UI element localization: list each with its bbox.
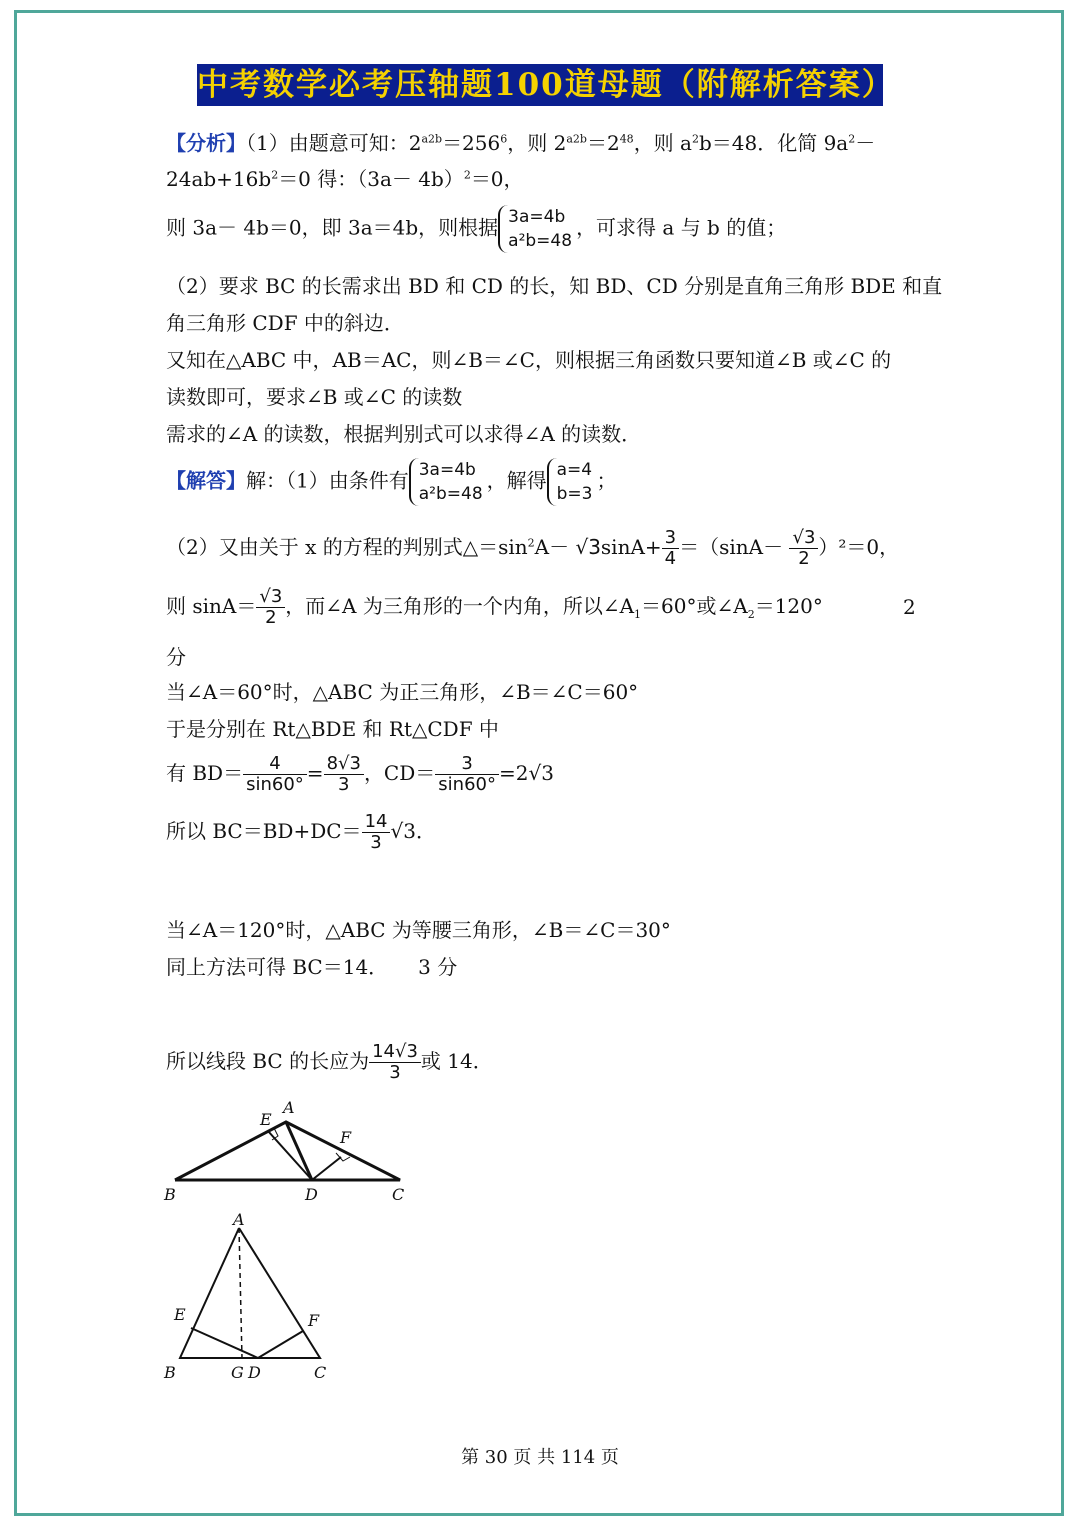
answer-line-9: 当∠A＝120°时，△ABC 为等腰三角形，∠B＝∠C＝30° [166, 918, 671, 942]
segment-df [312, 1157, 341, 1180]
analysis-line-8: 需求的∠A 的读数，根据判别式可以求得∠A 的读数． [166, 422, 642, 446]
triangle-abc [180, 1228, 320, 1358]
fraction: $\frac{3}{\sin 60^\circ}$ [435, 754, 499, 795]
equation-system-3: a=4 b=3 [547, 458, 597, 506]
figure-triangle-obtuse [160, 1095, 420, 1210]
fraction: $\frac{√3}{2}$ [789, 528, 818, 569]
label-c: C [314, 1363, 327, 1382]
label-a: A [283, 1098, 295, 1117]
answer-line-7: 有 BD＝ $\frac{4}{\sin 60^\circ}$ = $\frac{8√3}{3}$ ，CD＝ $\frac{3}{\sin 60^\circ}$ =2√3 [166, 753, 554, 795]
analysis-line-6: 又知在△ABC 中，AB＝AC，则∠B＝∠C，则根据三角函数只要知道∠B 或∠C 的 [166, 348, 892, 372]
fraction: $\frac{3}{4}$ [662, 528, 679, 569]
segment-de [191, 1328, 258, 1358]
answer-line-4: 分 [166, 645, 186, 669]
score-2: 2 [903, 595, 916, 619]
figure-triangle-equilateral [160, 1208, 340, 1383]
analysis-line-7: 读数即可，要求∠B 或∠C 的读数 [166, 385, 463, 409]
answer-line-1: 【解答】解：（1）由条件有 3a=4b a²b=48 ，解得 a=4 b=3 ； [166, 460, 617, 504]
fraction: $\frac{8√3}{3}$ [324, 754, 364, 795]
triangle-abc [175, 1122, 400, 1180]
segment-df [258, 1331, 303, 1358]
segment-ad [286, 1122, 312, 1180]
answer-line-3: 则 sinA＝ $\frac{√3}{2}$ ，而∠A 为三角形的一个内角，所以$\angle A_1=60^\circ$或$\angle A_2=120^\circ$ [166, 586, 823, 628]
analysis-tag: 【分析】 [166, 131, 246, 155]
label-e: E [174, 1305, 186, 1324]
answer-line-2: （2）又由关于 x 的方程的判别式$\triangle=\sin^2A- √3\sin A+$ $\frac{3}{4}$ ＝（sinA－ $\frac{√3}{2}$ ）²＝0， [166, 527, 900, 569]
fraction: $\frac{√3}{2}$ [256, 587, 285, 628]
answer-line-6: 于是分别在 Rt△BDE 和 Rt△CDF 中 [166, 717, 499, 741]
answer-line-8: 所以 BC＝BD+DC＝ $\frac{14}{3}$ √3． [166, 811, 436, 853]
equation-system-1: 3a=4b a²b=48 [498, 205, 576, 253]
label-b: B [164, 1185, 176, 1204]
label-d: D [305, 1185, 318, 1204]
equation-system-2: 3a=4b a²b=48 [409, 458, 487, 506]
fraction: $\frac{14}{3}$ [362, 812, 391, 853]
label-f: F [308, 1311, 320, 1330]
label-d: D [248, 1363, 261, 1382]
label-g: G [231, 1363, 244, 1382]
answer-tag: 【解答】 [166, 468, 246, 493]
fraction: $\frac{14√3}{3}$ [369, 1042, 421, 1083]
label-e: E [260, 1110, 272, 1129]
label-f: F [340, 1128, 352, 1147]
analysis-line-4: （2）要求 BC 的长需求出 BD 和 CD 的长，知 BD、CD 分别是直角三角形 BDE 和直 [166, 274, 943, 298]
fraction: $\frac{4}{\sin 60^\circ}$ [243, 754, 307, 795]
label-a: A [233, 1210, 245, 1229]
answer-line-5: 当∠A＝60°时，△ABC 为正三角形，∠B＝∠C＝60° [166, 680, 639, 704]
label-b: B [164, 1363, 176, 1382]
analysis-line-5: 角三角形 CDF 中的斜边． [166, 311, 404, 335]
label-c: C [392, 1185, 405, 1204]
analysis-line-3: 则 3a－ 4b＝0，即 3a＝4b，则根据 3a=4b a²b=48 ，可求得 a 与 b 的值； [166, 207, 787, 251]
answer-line-11: 所以线段 BC 的长应为 $\frac{14√3}{3}$ 或 14． [166, 1041, 493, 1083]
page-title: 中考数学必考压轴题100道母题（附解析答案） [197, 64, 883, 106]
analysis-line-1: 【分析】（1）由题意可知：$2^{a2b}=256^6$，则 $2^{a2b}=2^{48}$，则 $a^2b=48$．化简 $9a^2-$ [166, 131, 876, 155]
altitude-ag [239, 1228, 242, 1358]
answer-line-10: 同上方法可得 BC＝14． 3 分 [166, 955, 458, 979]
analysis-line-2: $24ab+16b^2=0$ 得：$(3a- 4b)^2=0$， [166, 167, 524, 191]
page-footer: 第 30 页 共 114 页 [461, 1447, 619, 1468]
